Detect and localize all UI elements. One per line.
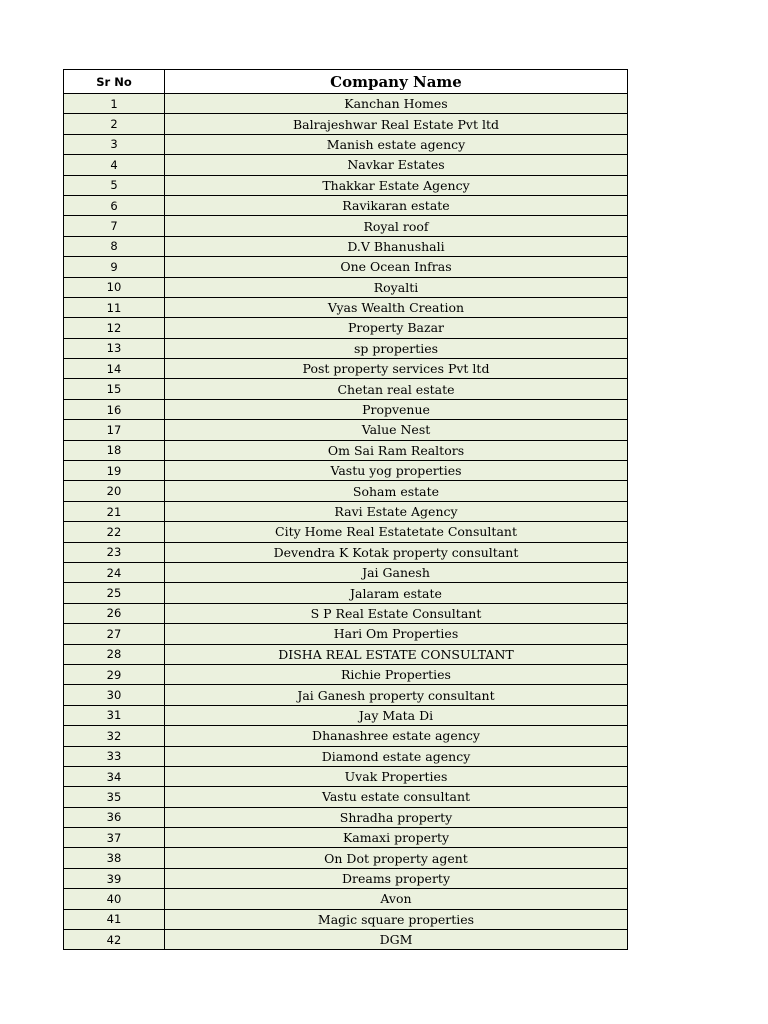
company-name-cell: Value Nest <box>165 420 628 440</box>
table-row <box>64 766 628 786</box>
table-row <box>64 868 628 888</box>
table-row <box>64 583 628 603</box>
sr-no-cell: 28 <box>64 644 165 664</box>
company-name-cell: Soham estate <box>165 481 628 501</box>
company-name-cell: Diamond estate agency <box>165 746 628 766</box>
table-row <box>64 624 628 644</box>
table-row <box>64 399 628 419</box>
sr-no-cell: 35 <box>64 787 165 807</box>
sr-no-cell: 19 <box>64 461 165 481</box>
company-name-cell: Propvenue <box>165 399 628 419</box>
sr-no-cell: 20 <box>64 481 165 501</box>
sr-no-cell: 11 <box>64 297 165 317</box>
table-row <box>64 787 628 807</box>
company-name-cell: Devendra K Kotak property consultant <box>165 542 628 562</box>
table-row <box>64 216 628 236</box>
sr-no-cell: 24 <box>64 562 165 582</box>
company-name-cell: Jai Ganesh <box>165 562 628 582</box>
company-name-cell: Chetan real estate <box>165 379 628 399</box>
sr-no-cell: 10 <box>64 277 165 297</box>
table-row <box>64 705 628 725</box>
company-name-cell: Dreams property <box>165 868 628 888</box>
table-row <box>64 440 628 460</box>
header-company-name: Company Name <box>165 70 628 94</box>
table-header <box>64 70 628 94</box>
sr-no-cell: 13 <box>64 338 165 358</box>
company-name-cell: Uvak Properties <box>165 766 628 786</box>
company-name-cell: Royalti <box>165 277 628 297</box>
table-row <box>64 807 628 827</box>
company-name-cell: Vastu estate consultant <box>165 787 628 807</box>
table-row <box>64 562 628 582</box>
company-name-cell: Jai Ganesh property consultant <box>165 685 628 705</box>
table-row <box>64 461 628 481</box>
table-row <box>64 297 628 317</box>
header-sr-no: Sr No <box>64 70 165 94</box>
company-name-cell: Vyas Wealth Creation <box>165 297 628 317</box>
table-row <box>64 114 628 134</box>
company-name-cell: Jalaram estate <box>165 583 628 603</box>
sr-no-cell: 17 <box>64 420 165 440</box>
sr-no-cell: 42 <box>64 930 165 950</box>
table-row <box>64 828 628 848</box>
company-list-sheet <box>63 69 627 950</box>
sr-no-cell: 3 <box>64 134 165 154</box>
sr-no-cell: 5 <box>64 175 165 195</box>
sr-no-cell: 30 <box>64 685 165 705</box>
company-name-cell: One Ocean Infras <box>165 257 628 277</box>
company-name-cell: Magic square properties <box>165 909 628 929</box>
company-name-cell: Navkar Estates <box>165 155 628 175</box>
table-body <box>64 94 628 950</box>
company-name-cell: Royal roof <box>165 216 628 236</box>
table-row <box>64 379 628 399</box>
table-row <box>64 848 628 868</box>
table-row <box>64 277 628 297</box>
company-name-cell: Avon <box>165 889 628 909</box>
sr-no-cell: 8 <box>64 236 165 256</box>
table-row <box>64 420 628 440</box>
sr-no-cell: 31 <box>64 705 165 725</box>
sr-no-cell: 27 <box>64 624 165 644</box>
sr-no-cell: 23 <box>64 542 165 562</box>
company-name-cell: DGM <box>165 930 628 950</box>
table-row <box>64 542 628 562</box>
sr-no-cell: 18 <box>64 440 165 460</box>
company-name-cell: Vastu yog properties <box>165 461 628 481</box>
sr-no-cell: 21 <box>64 501 165 521</box>
table-row <box>64 481 628 501</box>
company-table <box>63 69 628 950</box>
company-name-cell: S P Real Estate Consultant <box>165 603 628 623</box>
sr-no-cell: 6 <box>64 195 165 215</box>
table-row <box>64 746 628 766</box>
table-row <box>64 930 628 950</box>
company-name-cell: Dhanashree estate agency <box>165 726 628 746</box>
table-row <box>64 338 628 358</box>
header-row <box>64 70 628 94</box>
sr-no-cell: 12 <box>64 318 165 338</box>
company-name-cell: Post property services Pvt ltd <box>165 359 628 379</box>
sr-no-cell: 26 <box>64 603 165 623</box>
company-name-cell: Hari Om Properties <box>165 624 628 644</box>
company-name-cell: Manish estate agency <box>165 134 628 154</box>
sr-no-cell: 39 <box>64 868 165 888</box>
sr-no-cell: 7 <box>64 216 165 236</box>
table-row <box>64 664 628 684</box>
sr-no-cell: 33 <box>64 746 165 766</box>
sr-no-cell: 36 <box>64 807 165 827</box>
sr-no-cell: 4 <box>64 155 165 175</box>
company-name-cell: Om Sai Ram Realtors <box>165 440 628 460</box>
table-row <box>64 195 628 215</box>
company-name-cell: D.V Bhanushali <box>165 236 628 256</box>
sr-no-cell: 40 <box>64 889 165 909</box>
company-name-cell: Kanchan Homes <box>165 94 628 114</box>
table-row <box>64 155 628 175</box>
table-row <box>64 175 628 195</box>
table-row <box>64 359 628 379</box>
company-name-cell: Ravikaran estate <box>165 195 628 215</box>
company-name-cell: Shradha property <box>165 807 628 827</box>
sr-no-cell: 1 <box>64 94 165 114</box>
sr-no-cell: 2 <box>64 114 165 134</box>
company-name-cell: On Dot property agent <box>165 848 628 868</box>
company-name-cell: Balrajeshwar Real Estate Pvt ltd <box>165 114 628 134</box>
table-row <box>64 644 628 664</box>
table-row <box>64 134 628 154</box>
sr-no-cell: 22 <box>64 522 165 542</box>
sr-no-cell: 14 <box>64 359 165 379</box>
table-row <box>64 889 628 909</box>
table-row <box>64 236 628 256</box>
sr-no-cell: 9 <box>64 257 165 277</box>
company-name-cell: Jay Mata Di <box>165 705 628 725</box>
sr-no-cell: 41 <box>64 909 165 929</box>
company-name-cell: sp properties <box>165 338 628 358</box>
sr-no-cell: 29 <box>64 664 165 684</box>
sr-no-cell: 38 <box>64 848 165 868</box>
company-name-cell: Kamaxi property <box>165 828 628 848</box>
table-row <box>64 94 628 114</box>
company-name-cell: Ravi Estate Agency <box>165 501 628 521</box>
table-row <box>64 685 628 705</box>
sr-no-cell: 25 <box>64 583 165 603</box>
table-row <box>64 318 628 338</box>
table-row <box>64 501 628 521</box>
table-row <box>64 257 628 277</box>
table-row <box>64 522 628 542</box>
sr-no-cell: 37 <box>64 828 165 848</box>
sr-no-cell: 32 <box>64 726 165 746</box>
sr-no-cell: 16 <box>64 399 165 419</box>
company-name-cell: Richie Properties <box>165 664 628 684</box>
company-name-cell: Thakkar Estate Agency <box>165 175 628 195</box>
company-name-cell: DISHA REAL ESTATE CONSULTANT <box>165 644 628 664</box>
sr-no-cell: 34 <box>64 766 165 786</box>
company-name-cell: City Home Real Estatetate Consultant <box>165 522 628 542</box>
sr-no-cell: 15 <box>64 379 165 399</box>
table-row <box>64 726 628 746</box>
table-row <box>64 603 628 623</box>
company-name-cell: Property Bazar <box>165 318 628 338</box>
table-row <box>64 909 628 929</box>
